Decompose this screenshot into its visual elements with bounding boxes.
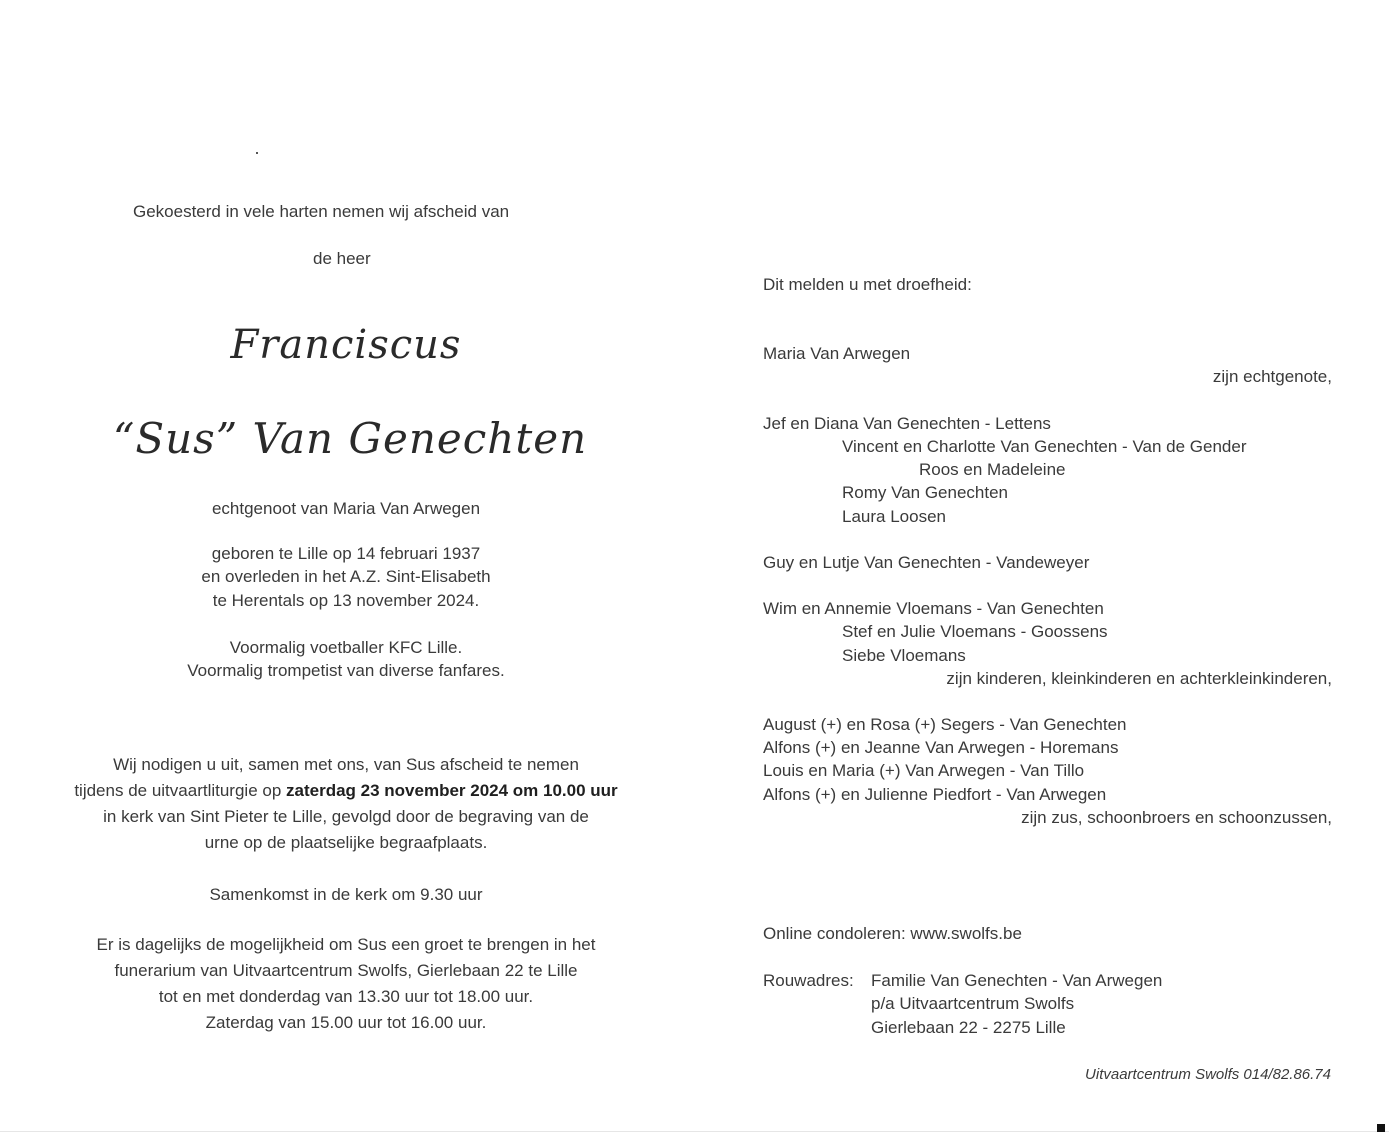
funeral-home-footer: Uitvaartcentrum Swolfs 014/82.86.74: [1085, 1066, 1331, 1083]
life-line: geboren te Lille op 14 februari 1937: [211, 544, 481, 563]
service-datetime: zaterdag 23 november 2024 om 10.00 uur: [286, 781, 618, 800]
role-line: Voormalig trompetist van diverse fanfares.: [187, 661, 505, 681]
mourning-address-line: Familie Van Genechten - Van Arwegen: [871, 971, 1163, 990]
grandchild: Romy Van Genechten: [842, 483, 1008, 502]
gathering: Samenkomst in de kerk om 9.30 uur: [209, 885, 483, 904]
spouse-line: echtgenoot van Maria Van Arwegen: [211, 499, 481, 518]
children-relation: zijn kinderen, kleinkinderen en achterkleinkinderen,: [946, 669, 1332, 688]
grandchild: Laura Loosen: [842, 507, 946, 526]
invitation-line: in kerk van Sint Pieter te Lille, gevolgd door de begraving van de: [103, 807, 589, 826]
grandchild-family: Stef en Julie Vloemans - Goossens: [842, 622, 1108, 641]
first-name: Franciscus: [230, 322, 462, 368]
child-family: Guy en Lutje Van Genechten - Vandeweyer: [763, 553, 1090, 572]
mourning-address-label: Rouwadres:: [763, 971, 854, 990]
life-line: te Herentals op 13 november 2024.: [212, 590, 480, 610]
child-family: Wim en Annemie Vloemans - Van Genechten: [763, 599, 1104, 618]
announcement: Dit melden u met droefheid:: [763, 275, 972, 294]
child-family: Jef en Diana Van Genechten - Lettens: [763, 414, 1051, 433]
role-line: Voormalig voetballer KFC Lille.: [229, 638, 463, 657]
sibling-family: Louis en Maria (+) Van Arwegen - Van Tillo: [763, 761, 1085, 780]
wife-relation: zijn echtgenote,: [1212, 367, 1332, 386]
visiting-line: Zaterdag van 15.00 uur tot 16.00 uur.: [205, 1013, 487, 1032]
visiting-line: Er is dagelijks de mogelijkheid om Sus een groet te brengen in het: [96, 935, 596, 954]
sibling-family: Alfons (+) en Julienne Piedfort - Van Arwegen: [763, 785, 1107, 804]
invitation-text: tijdens de uitvaartliturgie op: [74, 781, 287, 800]
grandchild-family: Vincent en Charlotte Van Genechten - Van de Gender: [842, 437, 1247, 456]
scan-mark: [1377, 1124, 1385, 1132]
great-grandchildren: Roos en Madeleine: [919, 460, 1066, 479]
siblings-relation: zijn zus, schoonbroers en schoonzussen,: [1021, 808, 1332, 827]
invitation-line: urne op de plaatselijke begraafplaats.: [204, 833, 488, 852]
intro-text: Gekoesterd in vele harten nemen wij afscheid van: [133, 202, 510, 221]
sibling-family: Alfons (+) en Jeanne Van Arwegen - Horemans: [763, 738, 1119, 757]
mourning-address-line: Gierlebaan 22 - 2275 Lille: [871, 1018, 1066, 1037]
life-line: en overleden in het A.Z. Sint-Elisabeth: [201, 567, 491, 587]
sibling-family: August (+) en Rosa (+) Segers - Van Genechten: [763, 715, 1127, 734]
full-name: “Sus” Van Genechten: [112, 414, 588, 463]
grandchild: Siebe Vloemans: [842, 646, 966, 665]
visiting-line: funerarium van Uitvaartcentrum Swolfs, Gierlebaan 22 te Lille: [114, 961, 578, 980]
visiting-line: tot en met donderdag van 13.30 uur tot 18.00 uur.: [158, 987, 534, 1006]
wife-name: Maria Van Arwegen: [763, 344, 911, 363]
invitation-line: Wij nodigen u uit, samen met ons, van Sus afscheid te nemen: [113, 755, 579, 774]
honorific: de heer: [313, 249, 371, 268]
online-condolence: Online condoleren: www.swolfs.be: [763, 924, 1022, 943]
mourning-address-line: p/a Uitvaartcentrum Swolfs: [871, 994, 1075, 1013]
scan-edge: [0, 1131, 1389, 1132]
